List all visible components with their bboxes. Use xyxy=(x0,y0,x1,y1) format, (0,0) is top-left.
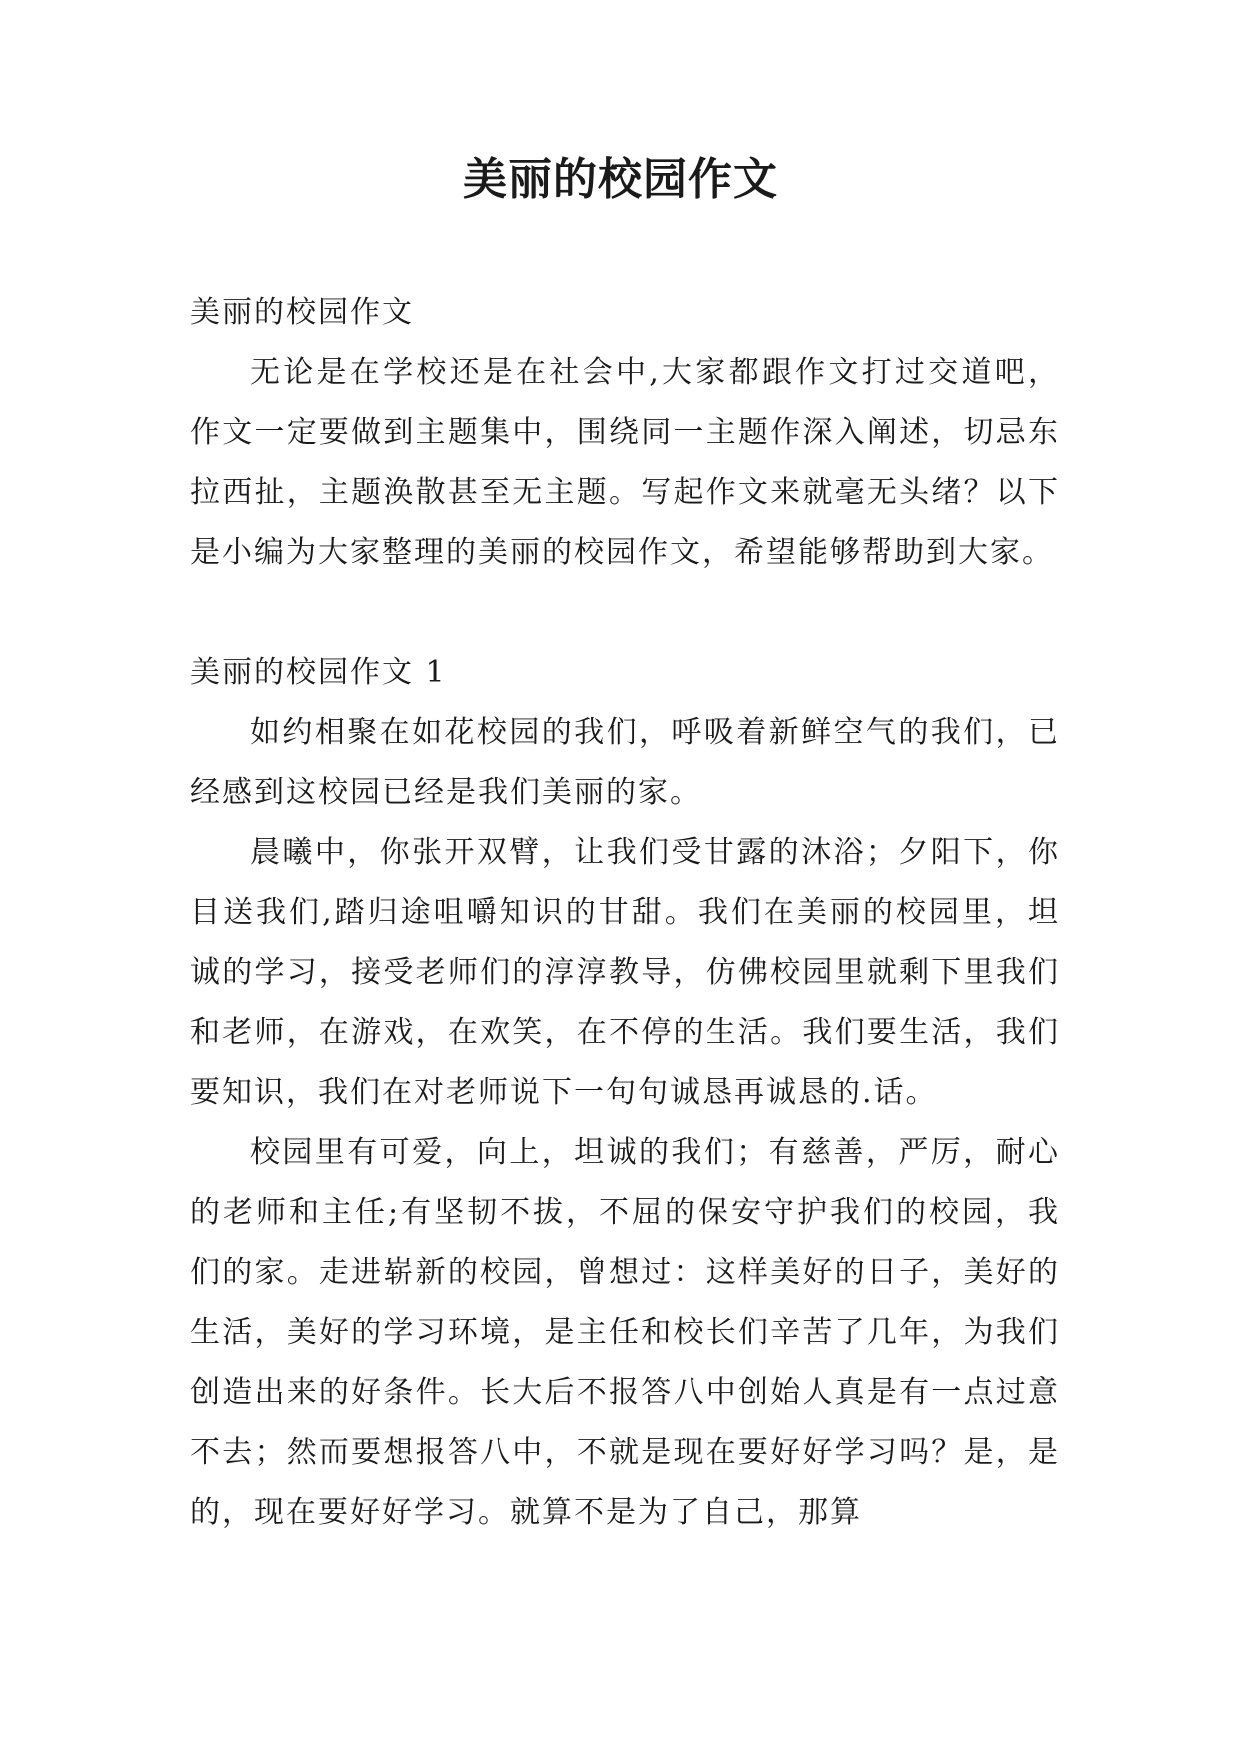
paragraph: 无论是在学校还是在社会中,大家都跟作文打过交道吧，作文一定要做到主题集中，围绕同一主题作深入阐述，切忌东拉西扯，主题涣散甚至无主题。写起作文来就毫无头绪？以下是小编为大家整理的美丽的校园作文，希望能够帮助到大家。 xyxy=(190,355,1060,570)
paragraph: 晨曦中，你张开双臂，让我们受甘露的沐浴；夕阳下，你目送我们,踏归途咀嚼知识的甘甜。我们在美丽的校园里，坦诚的学习，接受老师们的淳淳教导，仿佛校园里就剩下里我们和老师，在游戏，在欢笑，在不停的生活。我们要生活，我们要知识，我们在对老师说下一句句诚恳再诚恳的.话。 xyxy=(190,835,1060,1110)
document-body xyxy=(190,283,1060,1543)
intro-section xyxy=(190,283,1060,583)
section-spacer xyxy=(190,583,1060,643)
paragraph: 校园里有可爱，向上，坦诚的我们；有慈善，严厉，耐心的老师和主任;有坚韧不拔，不屈的保安守护我们的校园，我们的家。走进崭新的校园，曾想过：这样美好的日子，美好的生活，美好的学习环境，是主任和校长们辛苦了几年，为我们创造出来的好条件。长大后不报答八中创始人真是有一点过意不去；然而要想报答八中，不就是现在要好好学习吗？是，是的，现在要好好学习。就算不是为了自己，那算 xyxy=(190,1135,1060,1530)
section-heading: 美丽的校园作文 1 xyxy=(190,655,447,690)
document-title: 美丽的校园作文 xyxy=(463,154,778,205)
section-heading: 美丽的校园作文 xyxy=(190,295,414,330)
paragraph: 如约相聚在如花校园的我们，呼吸着新鲜空气的我们，已经感到这校园已经是我们美丽的家。 xyxy=(190,715,1060,810)
essay-1-section xyxy=(190,643,1060,1543)
